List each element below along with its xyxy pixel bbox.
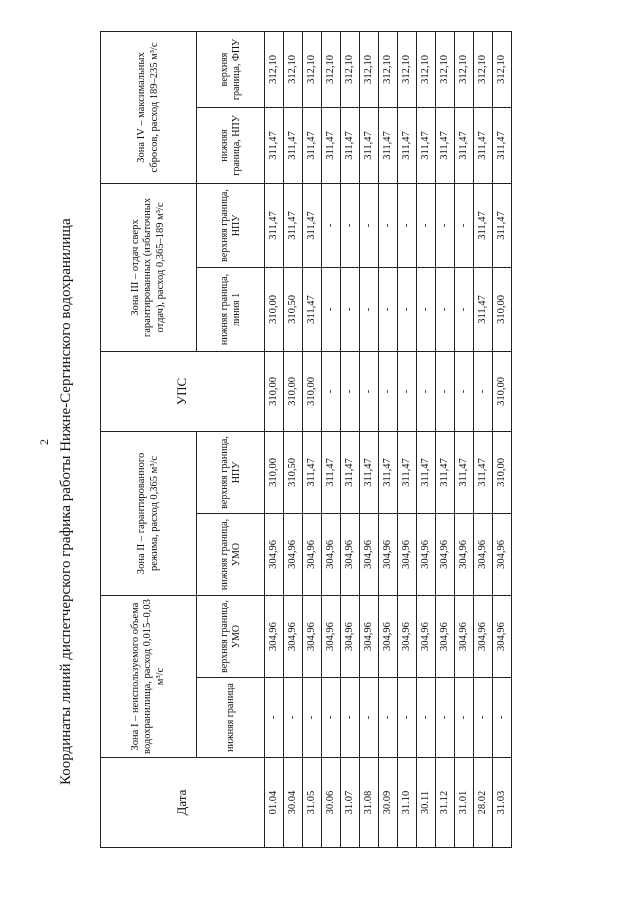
header-date: Дата (101, 758, 265, 848)
cell-z3-up: 311,47 (474, 183, 493, 267)
cell-z2-low: 304,96 (322, 513, 341, 595)
cell-date: 01.04 (265, 758, 284, 848)
cell-z3-low: 311,47 (303, 267, 322, 351)
cell-z1-up: 304,96 (417, 595, 436, 677)
header-z2-lower: нижняя граница, УМО (197, 513, 265, 595)
cell-z2-up: 311,47 (398, 431, 417, 513)
cell-z1-low: - (284, 678, 303, 758)
cell-z3-up: - (455, 183, 474, 267)
cell-z4-up: 312,10 (322, 31, 341, 107)
table-row (284, 31, 303, 847)
cell-z4-low: 311,47 (284, 107, 303, 183)
cell-z1-low: - (265, 678, 284, 758)
cell-z1-low: - (341, 678, 360, 758)
cell-z2-low: 304,96 (455, 513, 474, 595)
cell-z3-low: - (322, 267, 341, 351)
cell-z1-up: 304,96 (284, 595, 303, 677)
cell-z4-up: 312,10 (493, 31, 512, 107)
table-row (341, 31, 360, 847)
cell-date: 30.06 (322, 758, 341, 848)
cell-date: 31.03 (493, 758, 512, 848)
cell-z4-low: 311,47 (455, 107, 474, 183)
cell-z2-up: 310,00 (493, 431, 512, 513)
cell-z3-low: - (360, 267, 379, 351)
cell-z4-low: 311,47 (341, 107, 360, 183)
cell-z1-up: 304,96 (398, 595, 417, 677)
header-zone-2: Зона II – гарантированного режима, расход 0,365 м³/с (101, 431, 197, 595)
cell-z1-up: 304,96 (360, 595, 379, 677)
cell-z4-up: 312,10 (284, 31, 303, 107)
cell-ups: - (322, 351, 341, 431)
cell-ups: - (455, 351, 474, 431)
cell-z4-up: 312,10 (360, 31, 379, 107)
cell-ups: 310,00 (265, 351, 284, 431)
cell-date: 31.07 (341, 758, 360, 848)
table-row (417, 31, 436, 847)
cell-z2-up: 311,47 (360, 431, 379, 513)
table-body (265, 31, 512, 847)
cell-z1-low: - (455, 678, 474, 758)
cell-ups: 310,00 (303, 351, 322, 431)
cell-z1-up: 304,96 (493, 595, 512, 677)
cell-date: 28.02 (474, 758, 493, 848)
cell-z3-up: - (379, 183, 398, 267)
cell-z3-low: 311,47 (474, 267, 493, 351)
cell-z1-low: - (360, 678, 379, 758)
cell-z1-low: - (474, 678, 493, 758)
cell-z2-low: 304,96 (265, 513, 284, 595)
cell-z4-low: 311,47 (265, 107, 284, 183)
cell-z4-up: 312,10 (303, 31, 322, 107)
cell-z2-low: 304,96 (379, 513, 398, 595)
header-z4-upper: верхняя граница, ФПУ (197, 31, 265, 107)
cell-z1-low: - (303, 678, 322, 758)
table-row (474, 31, 493, 847)
cell-ups: - (379, 351, 398, 431)
cell-z3-up: 311,47 (493, 183, 512, 267)
cell-z1-up: 304,96 (265, 595, 284, 677)
cell-z3-up: 311,47 (284, 183, 303, 267)
cell-z1-low: - (322, 678, 341, 758)
cell-z4-low: 311,47 (303, 107, 322, 183)
cell-date: 30.04 (284, 758, 303, 848)
cell-z3-low: 310,00 (265, 267, 284, 351)
cell-z1-low: - (493, 678, 512, 758)
dispatch-schedule-table (100, 31, 512, 848)
cell-z3-low: - (379, 267, 398, 351)
document-title: Координаты линий диспетчерского графика работы Нижне-Сергинского водохранилища (58, 218, 74, 785)
cell-z2-up: 311,47 (436, 431, 455, 513)
cell-z4-low: 311,47 (379, 107, 398, 183)
cell-z2-low: 304,96 (436, 513, 455, 595)
cell-z1-up: 304,96 (322, 595, 341, 677)
cell-z4-up: 312,10 (455, 31, 474, 107)
table-row (360, 31, 379, 847)
cell-z1-up: 304,96 (379, 595, 398, 677)
cell-z4-low: 311,47 (322, 107, 341, 183)
header-z3-upper: верхняя граница, НПУ (197, 183, 265, 267)
cell-ups: - (436, 351, 455, 431)
cell-z1-up: 304,96 (474, 595, 493, 677)
cell-ups: - (360, 351, 379, 431)
cell-z3-up: - (417, 183, 436, 267)
table-row (379, 31, 398, 847)
cell-z3-low: 310,50 (284, 267, 303, 351)
cell-z2-low: 304,96 (417, 513, 436, 595)
cell-z4-up: 312,10 (341, 31, 360, 107)
table-row (265, 31, 284, 847)
cell-z2-low: 304,96 (474, 513, 493, 595)
cell-z3-low: - (398, 267, 417, 351)
cell-z3-low: - (436, 267, 455, 351)
cell-z3-low: - (417, 267, 436, 351)
cell-z4-up: 312,10 (398, 31, 417, 107)
cell-z4-up: 312,10 (379, 31, 398, 107)
cell-z2-up: 311,47 (474, 431, 493, 513)
cell-ups: - (417, 351, 436, 431)
header-ups: УПС (101, 351, 265, 431)
cell-z3-up: 311,47 (265, 183, 284, 267)
cell-z2-low: 304,96 (341, 513, 360, 595)
cell-date: 30.09 (379, 758, 398, 848)
cell-date: 31.10 (398, 758, 417, 848)
cell-ups: 310,00 (284, 351, 303, 431)
table-row (436, 31, 455, 847)
cell-date: 31.01 (455, 758, 474, 848)
cell-z4-up: 312,10 (474, 31, 493, 107)
schedule-table-wrapper (100, 32, 508, 848)
cell-z1-low: - (398, 678, 417, 758)
cell-z2-low: 304,96 (493, 513, 512, 595)
cell-date: 31.12 (436, 758, 455, 848)
header-zone-1: Зона I – неиспользуемого объема водохранилища, расход 0,015–0,03 м³/с (101, 595, 197, 757)
cell-z1-up: 304,96 (303, 595, 322, 677)
table-row (303, 31, 322, 847)
cell-z2-up: 311,47 (341, 431, 360, 513)
cell-ups: 310,00 (493, 351, 512, 431)
table-row (398, 31, 417, 847)
cell-z2-up: 310,50 (284, 431, 303, 513)
cell-z2-up: 310,00 (265, 431, 284, 513)
page-number: 2 (37, 439, 51, 445)
cell-z3-up: - (360, 183, 379, 267)
cell-z3-up: - (398, 183, 417, 267)
cell-z4-low: 311,47 (417, 107, 436, 183)
cell-date: 31.08 (360, 758, 379, 848)
header-z4-lower: нижняя граница, НПУ (197, 107, 265, 183)
cell-z4-low: 311,47 (360, 107, 379, 183)
cell-z3-up: - (436, 183, 455, 267)
cell-z1-low: - (436, 678, 455, 758)
cell-z3-up: 311,47 (303, 183, 322, 267)
cell-z2-up: 311,47 (303, 431, 322, 513)
cell-z2-up: 311,47 (322, 431, 341, 513)
cell-z1-low: - (379, 678, 398, 758)
cell-z1-up: 304,96 (436, 595, 455, 677)
cell-z3-up: - (341, 183, 360, 267)
cell-z4-low: 311,47 (436, 107, 455, 183)
cell-z4-up: 312,10 (265, 31, 284, 107)
header-z2-upper: верхняя граница, НПУ (197, 431, 265, 513)
cell-z2-low: 304,96 (284, 513, 303, 595)
header-zone-3: Зона III – отдач сверх гарантированных (избыточных отдач), расход 0,365–189 м³/с (101, 183, 197, 351)
cell-ups: - (474, 351, 493, 431)
cell-z2-low: 304,96 (303, 513, 322, 595)
cell-z3-up: - (322, 183, 341, 267)
cell-z2-low: 304,96 (398, 513, 417, 595)
cell-z1-up: 304,96 (341, 595, 360, 677)
table-row (455, 31, 474, 847)
cell-z4-low: 311,47 (398, 107, 417, 183)
cell-z3-low: - (455, 267, 474, 351)
header-z3-lower: нижняя граница, линия 1 (197, 267, 265, 351)
cell-ups: - (341, 351, 360, 431)
header-zone-4: Зона IV – максимальных сбросов, расход 189–235 м³/с (101, 31, 197, 183)
cell-z2-up: 311,47 (417, 431, 436, 513)
cell-z2-low: 304,96 (360, 513, 379, 595)
cell-z4-up: 312,10 (417, 31, 436, 107)
cell-date: 30.11 (417, 758, 436, 848)
cell-z3-low: 310,00 (493, 267, 512, 351)
table-row (322, 31, 341, 847)
cell-z4-low: 311,47 (493, 107, 512, 183)
cell-ups: - (398, 351, 417, 431)
header-z1-lower: нижняя граница (197, 678, 265, 758)
table-row (493, 31, 512, 847)
cell-z3-low: - (341, 267, 360, 351)
cell-z1-low: - (417, 678, 436, 758)
header-z1-upper: верхняя граница, УМО (197, 595, 265, 677)
cell-date: 31.05 (303, 758, 322, 848)
cell-z2-up: 311,47 (455, 431, 474, 513)
cell-z4-low: 311,47 (474, 107, 493, 183)
cell-z4-up: 312,10 (436, 31, 455, 107)
cell-z1-up: 304,96 (455, 595, 474, 677)
cell-z2-up: 311,47 (379, 431, 398, 513)
